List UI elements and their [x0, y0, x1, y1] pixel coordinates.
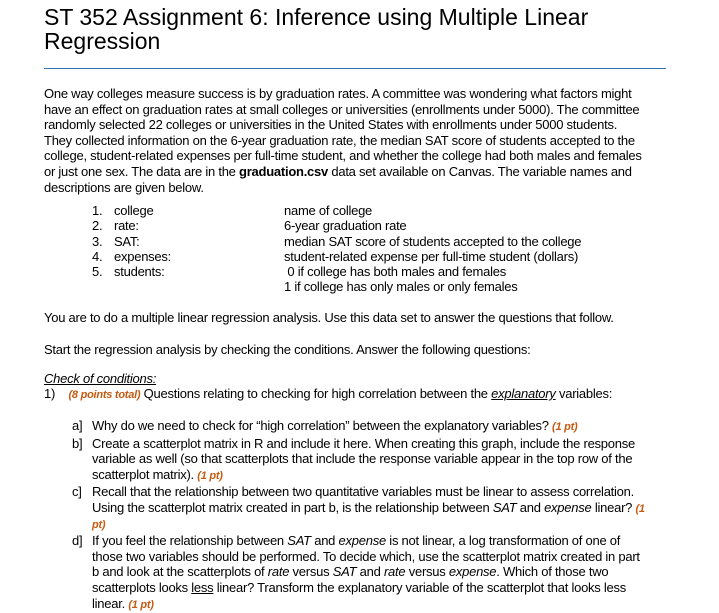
points-label: (8 points total) [68, 389, 141, 401]
part-d: d] If you feel the relationship between SAT and expense is not linear, a log transformation of one of those two variables should be performed. To decide which, use the scatterplot matrix created in part b and look at the scatterplots of rate versus SAT and rate versus expense. Which of those two scatterplots looks less linear? Transform the explanatory variable of the scatterplot that looks less linear. (1 pt) [72, 533, 640, 611]
variable-item: 5. students: 0 if college has both males and females [92, 264, 506, 280]
variable-item: 1. college name of college [92, 203, 373, 218]
question-parts [72, 418, 645, 613]
variable-item: 2. rate: 6-year graduation rate [92, 218, 407, 234]
instructions-paragraph: You are to do a multiple linear regression analysis. Use this data set to answer the questions that follow. [44, 310, 614, 325]
part-b: b] Create a scatterplot matrix in R and include it here. When creating this graph, include the response variable as well (so that scatterplots that include the response variable appear in the top row of the scatterplot matrix). (1 pt) [72, 435, 635, 482]
variable-item: 3. SAT: median SAT score of students accepted to the college [92, 233, 582, 249]
start-paragraph: Start the regression analysis by checking the conditions. Answer the following questions: [44, 342, 531, 357]
variable-item: 4. expenses: student-related expense per full-time student (dollars) [92, 248, 579, 264]
intro-paragraph: One way colleges measure success is by graduation rates. A committee was wondering what factors might have an effect on graduation rates at small colleges or universities (enrollments under 5000). The committee randomly selected 22 colleges or universities in the United States with enrollments under 5000 students. They collected information on the 6-year graduation rate, the median SAT score of students accepted to the college, student-related expenses per full-time student, and whether the college had both males and females or just one sex. The data are in the graduation.csv data set available on Canvas. The variable names and descriptions are given below. [44, 86, 642, 195]
variable-item: 1 if college has only males or only females [284, 279, 518, 295]
title-divider [44, 68, 666, 69]
part-a: a] Why do we need to check for “high correlation” between the explanatory variables? (1 pt) [72, 418, 578, 433]
question-1: 1) (8 points total) Questions relating to checking for high correlation between the explanatory variables: [44, 386, 613, 401]
dataset-filename: graduation.csv [239, 163, 328, 179]
part-c: c] Recall that the relationship between two quantitative variables must be linear to assess correlation. Using the scatterplot matrix created in part b, is the relationship between SAT and expense linear? (1 pt) [72, 484, 645, 531]
page-title: ST 352 Assignment 6: Inference using Multiple Linear Regression [44, 4, 589, 54]
variable-list [92, 203, 581, 295]
section-heading: Check of conditions: [44, 371, 157, 386]
